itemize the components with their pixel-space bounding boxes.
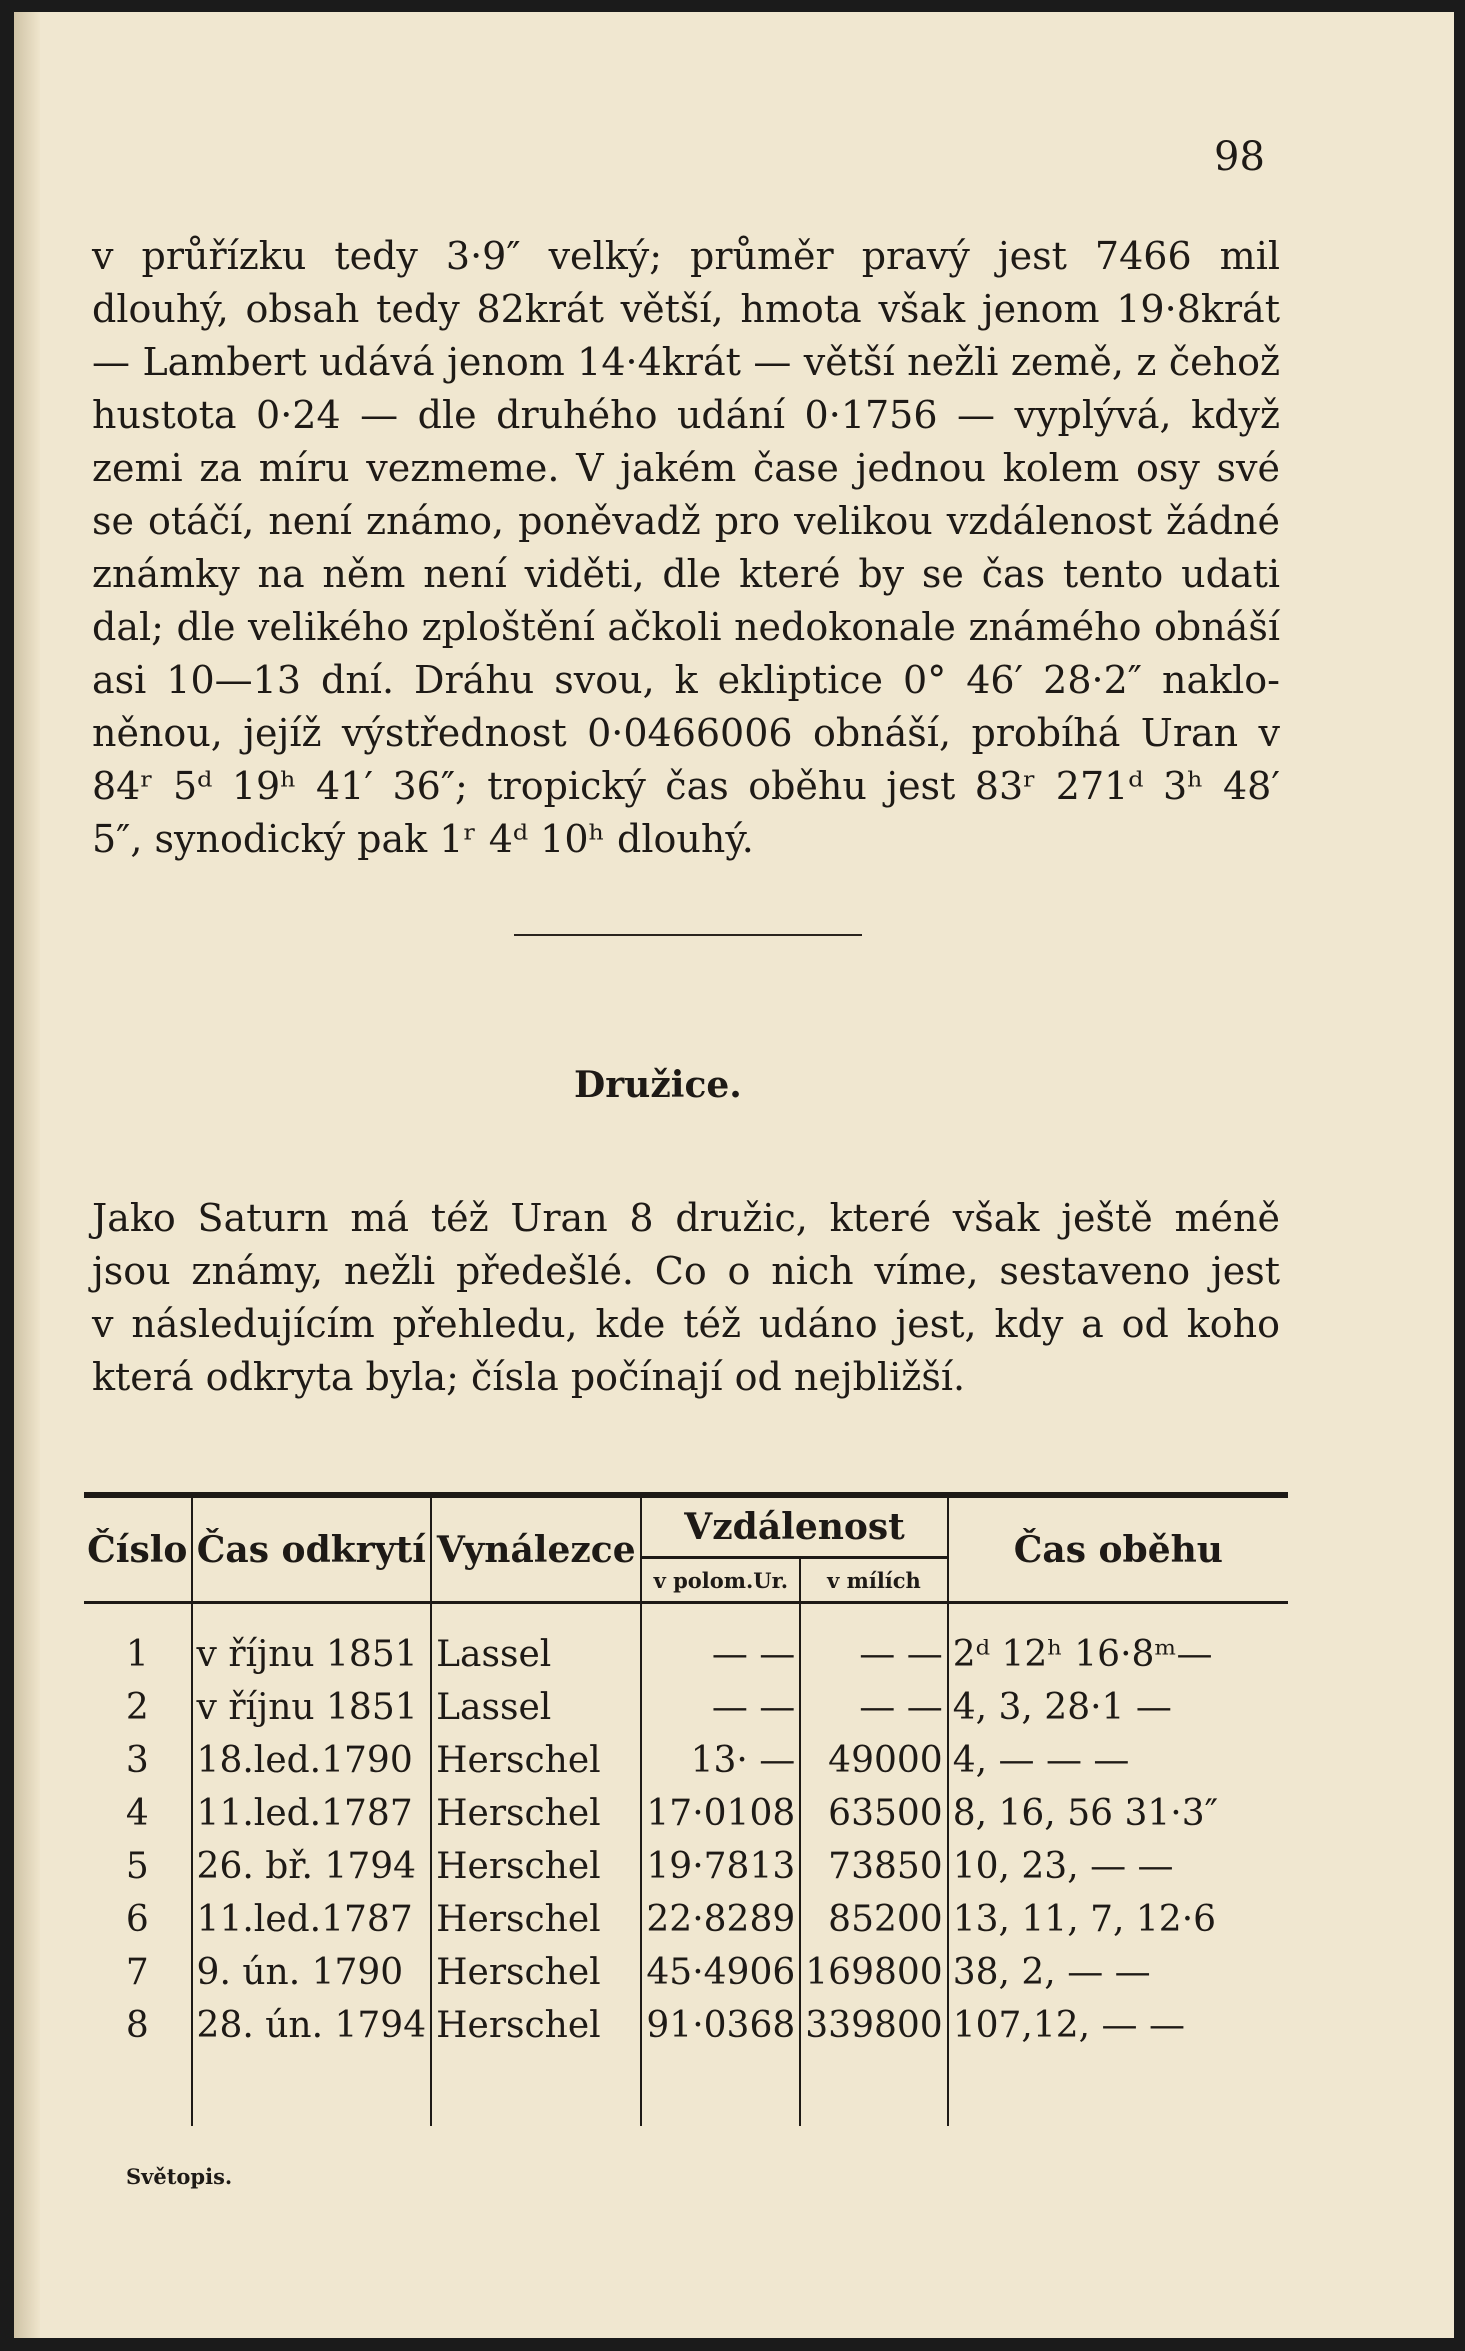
cell-discovery-date: 26. bř. 1794 (192, 1840, 432, 1893)
header-period: Čas oběhu (948, 1495, 1288, 1603)
table-row (84, 1893, 1288, 1946)
cell-discoverer: Herschel (431, 1840, 641, 1893)
cell-period: 10, 23, — — (952, 1846, 1174, 1887)
cell-number: 6 (84, 1893, 192, 1946)
cell-number: 3 (84, 1734, 192, 1787)
book-page (14, 12, 1454, 2338)
cell-discoverer: Lassel (431, 1681, 641, 1734)
cell-period: 4, 3, 28·1 — (952, 1687, 1172, 1728)
cell-distance-radii: 17·0108 (641, 1787, 800, 1840)
cell-period: 13, 11, 7, 12·6 (952, 1899, 1217, 1940)
text-line: jsou známy, nežli předešlé. Co o nich víme, sestaveno jest (92, 1249, 1280, 1293)
text-line: asi 10—13 dní. Dráhu svou, k ekliptice 0° 46′ 28·2″ naklo- (92, 658, 1280, 702)
cell-distance-radii: 22·8289 (641, 1893, 800, 1946)
section-divider (514, 934, 862, 936)
cell-distance-radii: 91·0368 (641, 1999, 800, 2052)
header-discovery-time: Čas odkrytí (192, 1495, 432, 1603)
table-row (84, 1787, 1288, 1840)
header-discoverer: Vynálezce (431, 1495, 641, 1603)
cell-number: 7 (84, 1946, 192, 1999)
cell-number: 5 (84, 1840, 192, 1893)
cell-distance-miles: 169800 (800, 1946, 947, 1999)
cell-distance-miles: 85200 (800, 1893, 947, 1946)
cell-distance-miles: 63500 (800, 1787, 947, 1840)
cell-distance-radii: — — (641, 1628, 800, 1681)
text-line: která odkryta byla; čísla počínají od nejbližší. (92, 1355, 966, 1399)
cell-number: 1 (84, 1628, 192, 1681)
header-number: Číslo (84, 1495, 192, 1603)
cell-number: 2 (84, 1681, 192, 1734)
text-line: Jako Saturn má též Uran 8 družic, které však ještě méně (92, 1196, 1280, 1240)
text-line: dlouhý, obsah tedy 82krát větší, hmota však jenom 19·8krát (92, 287, 1280, 331)
header-distance-miles: v mílích (800, 1558, 947, 1603)
table-spacer-row (84, 2052, 1288, 2126)
cell-discovery-date: 11.led.1787 (192, 1787, 432, 1840)
header-distance-radii: v polom.Ur. (641, 1558, 800, 1603)
page-number: 98 (1214, 134, 1265, 180)
cell-distance-radii: 45·4906 (641, 1946, 800, 1999)
cell-discovery-date: 11.led.1787 (192, 1893, 432, 1946)
text-line: 84ʳ 5ᵈ 19ʰ 41′ 36″; tropický čas oběhu jest 83ʳ 271ᵈ 3ʰ 48′ (92, 764, 1280, 808)
cell-period: 107,12, — — (952, 2005, 1185, 2046)
cell-period: 8, 16, 56 31·3″ (952, 1793, 1219, 1834)
cell-discoverer: Herschel (431, 1893, 641, 1946)
satellites-table (84, 1492, 1288, 2126)
table-row (84, 1840, 1288, 1893)
text-line: hustota 0·24 — dle druhého udání 0·1756 — vyplývá, když (92, 393, 1280, 437)
cell-discovery-date: v říjnu 1851 (192, 1681, 432, 1734)
cell-discovery-date: 9. ún. 1790 (192, 1946, 432, 1999)
cell-discovery-date: v říjnu 1851 (192, 1628, 432, 1681)
text-line: — Lambert udává jenom 14·4krát — větší nežli země, z čehož (92, 340, 1280, 384)
cell-distance-radii: 19·7813 (641, 1840, 800, 1893)
cell-discovery-date: 18.led.1790 (192, 1734, 432, 1787)
paragraph-satellites-intro (92, 1192, 1280, 1404)
cell-discoverer: Herschel (431, 1787, 641, 1840)
text-line: v následujícím přehledu, kde též udáno jest, kdy a od koho (92, 1302, 1280, 1346)
cell-period: 4, — — — (952, 1740, 1130, 1781)
cell-discoverer: Lassel (431, 1628, 641, 1681)
table-row (84, 1734, 1288, 1787)
cell-distance-radii: 13· — (641, 1734, 800, 1787)
table-spacer-row (84, 1603, 1288, 1629)
cell-distance-radii: — — (641, 1681, 800, 1734)
cell-discoverer: Herschel (431, 1734, 641, 1787)
cell-distance-miles: 73850 (800, 1840, 947, 1893)
cell-period: 2ᵈ 12ʰ 16·8ᵐ— (952, 1634, 1213, 1675)
paragraph-uranus-description (92, 230, 1280, 866)
table-row (84, 1681, 1288, 1734)
text-line: v průřízku tedy 3·9″ velký; průměr pravý jest 7466 mil (92, 234, 1280, 278)
header-distance: Vzdálenost (641, 1495, 947, 1558)
cell-number: 4 (84, 1787, 192, 1840)
page-spine-shadow (14, 12, 40, 2338)
cell-period: 38, 2, — — (952, 1952, 1151, 1993)
section-heading: Družice. (574, 1064, 742, 1106)
table-row (84, 1946, 1288, 1999)
table-row (84, 1628, 1288, 1681)
cell-distance-miles: 49000 (800, 1734, 947, 1787)
text-line: dal; dle velikého zploštění ačkoli nedokonale známého obnáší (92, 605, 1280, 649)
cell-distance-miles: 339800 (800, 1999, 947, 2052)
text-line: zemi za míru vezmeme. V jakém čase jednou kolem osy své (92, 446, 1280, 490)
footer-signature: Světopis. (126, 2164, 233, 2189)
text-line: 5″, synodický pak 1ʳ 4ᵈ 10ʰ dlouhý. (92, 817, 754, 861)
cell-discovery-date: 28. ún. 1794 (192, 1999, 432, 2052)
cell-number: 8 (84, 1999, 192, 2052)
text-line: se otáčí, není známo, poněvadž pro velikou vzdálenost žádné (92, 499, 1280, 543)
cell-discoverer: Herschel (431, 1999, 641, 2052)
table-body (84, 1603, 1288, 2127)
cell-distance-miles: — — (800, 1681, 947, 1734)
cell-discoverer: Herschel (431, 1946, 641, 1999)
text-line: něnou, jejíž výstřednost 0·0466006 obnáší, probíhá Uran v (92, 711, 1280, 755)
table-row (84, 1999, 1288, 2052)
cell-distance-miles: — — (800, 1628, 947, 1681)
text-line: známky na něm není viděti, dle které by se čas tento udati (92, 552, 1280, 596)
